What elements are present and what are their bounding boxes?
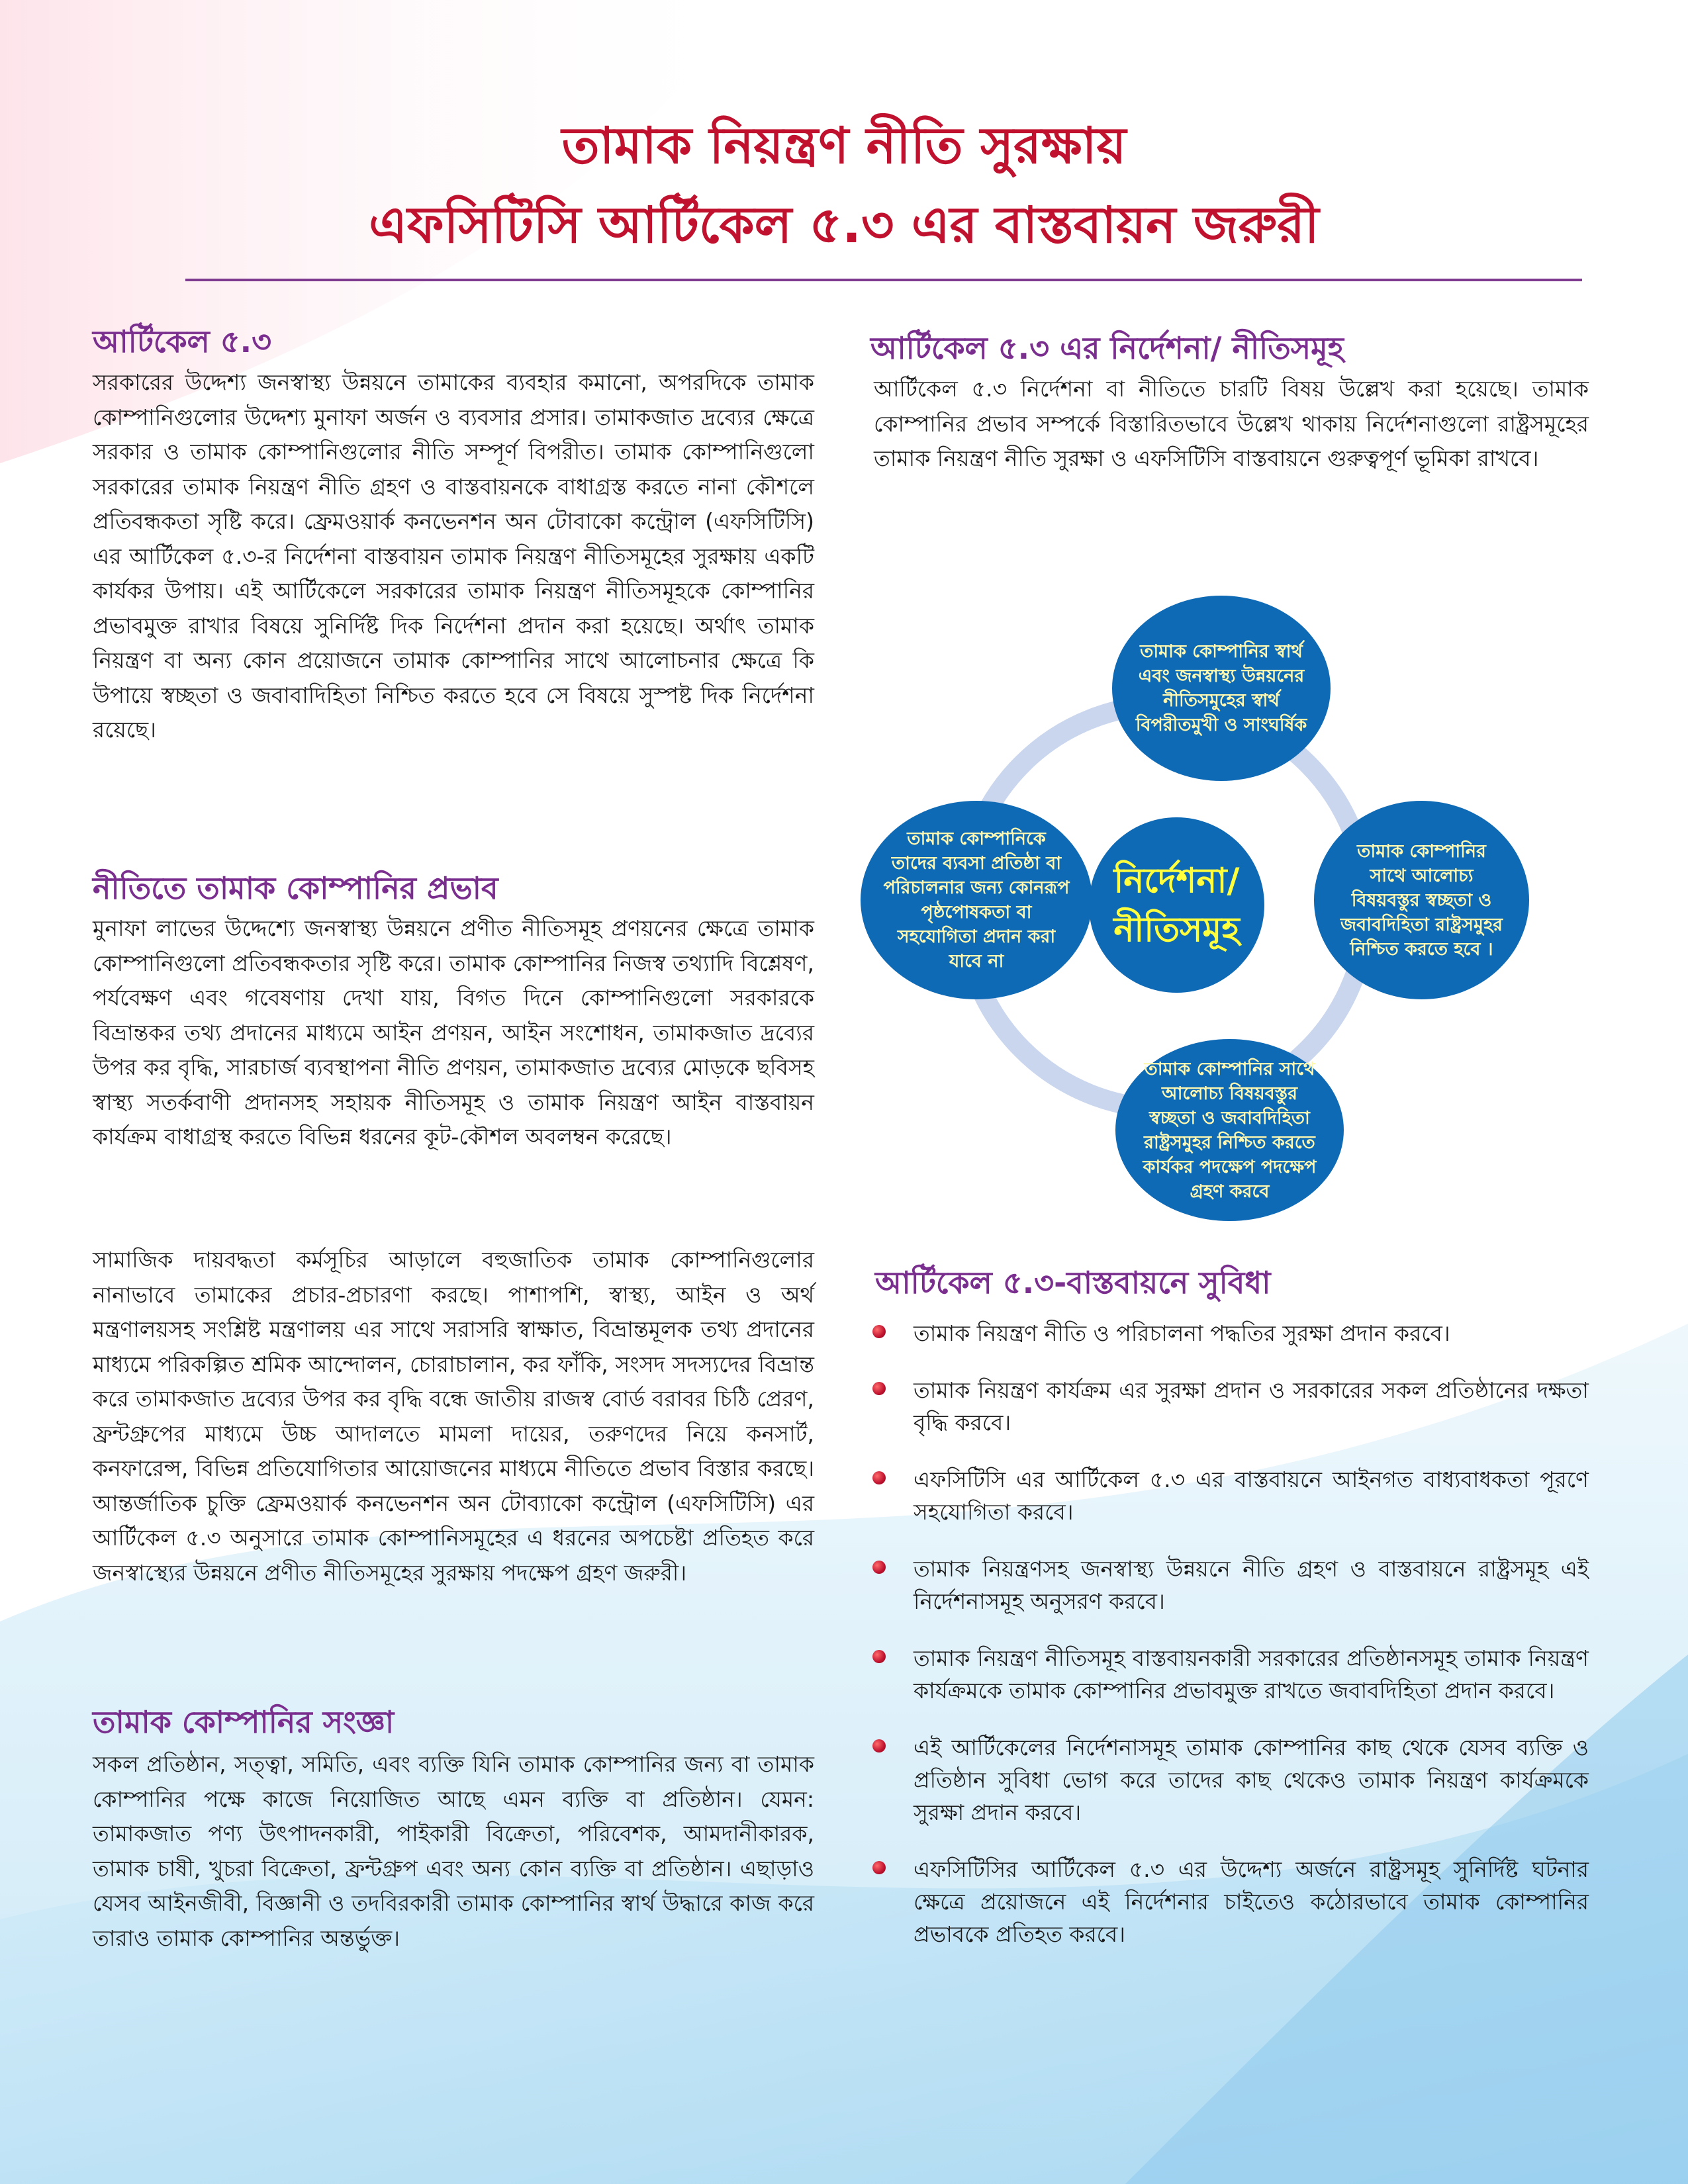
benefits-list <box>861 1317 1589 1975</box>
diagram-circle-right: তামাক কোম্পানির সাথে আলোচ্য বিষয়বস্তুর স্বচ্ছতা ও জবাবদিহিতা রাষ্ট্রসমুহর নিশ্চিত করতে হবে । <box>1314 801 1529 999</box>
list-item <box>861 1642 1589 1707</box>
paragraph-company-influence-1: মুনাফা লাভের উদ্দেশ্যে জনস্বাস্থ্য উন্নয়নে প্রণীত নীতিসমূহ প্রণয়নের ক্ষেত্রে তামাক কোম্পানিগুলো প্রতিবন্ধকতার সৃষ্টি করে। তামাক কোম্পানির নিজস্ব তথ্যাদি বিশ্লেষণ, পর্যবেক্ষণ এবং গবেষণায় দেখা যায়, বিগত দিনে কোম্পানিগুলো সরকারকে বিভ্রান্তকর তথ্য প্রদানের মাধ্যমে আইন প্রণয়ন, আইন সংশোধন, তামাকজাত দ্রব্যের উপর কর বৃদ্ধি, সারচার্জ ব্যবস্থাপনা নীতি প্রণয়ন, তামাকজাত দ্রব্যের মোড়কে ছবিসহ স্বাস্থ্য সতর্কবাণী প্রদানসহ সহায়ক নীতিসমূহ ও তামাক নিয়ন্ত্রণ আইন বাস্তবায়ন কার্যক্রম বাধাগ্রস্থ করতে বিভিন্ন ধরনের কূট-কৌশল অবলম্বন করেছে। <box>93 915 814 1150</box>
paragraph-article-5-3: সরকারের উদ্দেশ্য জনস্বাস্থ্য উন্নয়নে তামাকের ব্যবহার কমানো, অপরদিকে তামাক কোম্পানিগুলোর উদ্দেশ্য মুনাফা অর্জন ও ব্যবসার প্রসার। তামাকজাত দ্রব্যের ক্ষেত্রে সরকার ও তামাক কোম্পানিগুলোর নীতি সম্পূর্ণ বিপরীত। তামাক কোম্পানিগুলো সরকারের তামাক নিয়ন্ত্রণ নীতি গ্রহণ ও বাস্তবায়নকে বাধাগ্রস্ত করতে নানা কৌশলে প্রতিবন্ধকতা সৃষ্টি করে। ফ্রেমওয়ার্ক কনভেনশন অন টোবাকো কন্ট্রোল (এফসিটিসি) এর আর্টিকেল ৫.৩-র নির্দেশনা বাস্তবায়ন তামাক নিয়ন্ত্রণ নীতিসমূহের সুরক্ষায় একটি কার্যকর উপায়। এই আর্টিকেলে সরকারের তামাক নিয়ন্ত্রণ নীতিসমূহকে কোম্পানির প্রভাবমুক্ত রাখার বিষয়ে সুনির্দিষ্ট দিক নির্দেশনা প্রদান করা হয়েছে। অর্থাৎ তামাক নিয়ন্ত্রণ বা অন্য কোন প্রয়োজনে তামাক কোম্পানির সাথে আলোচনার ক্ষেত্রে কি উপায়ে স্বচ্ছতা ও জবাবাদিহিতা নিশ্চিত করতে হবে সে বিষয়ে সুস্পষ্ট দিক নির্দেশনা রয়েছে। <box>93 369 814 743</box>
diagram-circle-top: তামাক কোম্পানির স্বার্থ এবং জনস্বাস্থ্য উন্নয়নের নীতিসমুহের স্বার্থ বিপরীতমুখী ও সাংঘর্ষিক <box>1112 596 1331 781</box>
benefit-text: এই আর্টিকেলের নির্দেশনাসমূহ তামাক কোম্পানির কাছ থেকে যেসব ব্যক্তি ও প্রতিষ্ঠান সুবিধা ভোগ করে তাদের কাছ থেকেও তামাক নিয়ন্ত্রণ কার্যক্রমকে সুরক্ষা প্রদান করবে। <box>914 1735 1589 1825</box>
list-item <box>861 1731 1589 1829</box>
list-item <box>861 1463 1589 1528</box>
benefit-text: তামাক নিয়ন্ত্রণ নীতি ও পরিচালনা পদ্ধতির সুরক্ষা প্রদান করবে। <box>914 1320 1450 1346</box>
benefit-text: তামাক নিয়ন্ত্রণ কার্যক্রম এর সুরক্ষা প্রদান ও সরকারের সকল প্রতিষ্ঠানের দক্ষতা বৃদ্ধি করবে। <box>914 1377 1589 1435</box>
diagram-circle-left: তামাক কোম্পানিকে তাদের ব্যবসা প্রতিষ্ঠা বা পরিচালনার জন্য কোনরূপ পৃষ্ঠপোষকতা বা সহযোগিতা প্রদান করা যাবে না <box>861 801 1092 999</box>
diagram-circle-bottom: তামাক কোম্পানির সাথে আলোচ্য বিষয়বস্তুর স্বচ্ছতা ও জবাবদিহিতা রাষ্ট্রসমুহর নিশ্চিত করতে কার্যকর পদক্ষেপ পদক্ষেপ গ্রহণ করবে <box>1115 1039 1344 1221</box>
heading-guidelines: আর্টিকেল ৫.৩ এর নির্দেশনা/ নীতিসমূহ <box>870 330 1344 366</box>
heading-company-definition: তামাক কোম্পানির সংজ্ঞা <box>93 1704 395 1740</box>
diagram-circle-center: নির্দেশনা/ নীতিসমূহ <box>1089 817 1264 993</box>
bullet-icon <box>872 1382 886 1395</box>
list-item <box>861 1853 1589 1950</box>
benefit-text: এফসিটিসি এর আর্টিকেল ৫.৩ এর বাস্তবায়নে আইনগত বাধ্যবাধকতা পূরণে সহযোগিতা করবে। <box>914 1467 1589 1525</box>
heading-benefits: আর্টিকেল ৫.৩-বাস্তবায়নে সুবিধা <box>875 1265 1271 1300</box>
benefit-text: তামাক নিয়ন্ত্রণ নীতিসমূহ বাস্তবায়নকারী সরকারের প্রতিষ্ঠানসমূহ তামাক নিয়ন্ত্রণ কার্যক্রমকে তামাক কোম্পানির প্রভাবমুক্ত রাখতে জবাবদিহিতা প্রদান করবে। <box>914 1645 1589 1704</box>
benefit-text: এফসিটিসির আর্টিকেল ৫.৩ এর উদ্দেশ্য অর্জনে রাষ্ট্রসমূহ সুনির্দিষ্ট ঘটনার ক্ষেত্রে প্রয়োজনে এই নির্দেশনার চাইতেও কঠোরভাবে তামাক কোম্পানির প্রভাবকে প্রতিহত করবে। <box>914 1856 1589 1947</box>
paragraph-guidelines: আর্টিকেল ৫.৩ নির্দেশনা বা নীতিতে চারটি বিষয় উল্লেখ করা হয়েছে। তামাক কোম্পানির প্রভাব সম্পর্কে বিস্তারিতভাবে উল্লেখ থাকায় নির্দেশনাগুলো রাষ্ট্রসমূহের তামাক নিয়ন্ত্রণ নীতি সুরক্ষা ও এফসিটিসি বাস্তবায়নে গুরুত্বপূর্ণ ভূমিকা রাখবে। <box>874 376 1589 471</box>
title-divider <box>185 279 1582 281</box>
bullet-icon <box>872 1471 886 1484</box>
heading-company-influence: নীতিতে তামাক কোম্পানির প্রভাব <box>93 870 498 906</box>
benefit-text: তামাক নিয়ন্ত্রণসহ জনস্বাস্থ্য উন্নয়নে নীতি গ্রহণ ও বাস্তবায়নে রাষ্ট্রসমূহ এই নির্দেশনাসমূহ অনুসরণ করবে। <box>914 1556 1589 1614</box>
guidelines-diagram <box>861 582 1503 1231</box>
list-item <box>861 1553 1589 1617</box>
page-title-line-2: এফসিটিসি আর্টিকেল ৫.৩ এর বাস্তবায়ন জরুরী <box>369 195 1319 254</box>
heading-article-5-3: আর্টিকেল ৫.৩ <box>93 324 272 359</box>
paragraph-company-influence-2: সামাজিক দায়বদ্ধতা কর্মসূচির আড়ালে বহুজাতিক তামাক কোম্পানিগুলোর নানাভাবে তামাকের প্রচার-প্রচারণা করছে। পাশাপশি, স্বাস্থ্য, আইন ও অর্থ মন্ত্রণালয়সহ সংশ্লিষ্ট মন্ত্রণালয় এর সাথে সরাসরি স্বাক্ষাত, বিভ্রান্তমূলক তথ্য প্রদানের মাধ্যমে পরিকল্পিত শ্রমিক আন্দোলন, চোরাচালান, কর ফাঁকি, সংসদ সদস্যদের বিভ্রান্ত করে তামাকজাত দ্রব্যের উপর কর বৃদ্ধি বন্ধে জাতীয় রাজস্ব বোর্ড বরাবর চিঠি প্রেরণ, ফ্রন্টগ্রুপের মাধ্যমে উচ্চ আদালতে মামলা দায়ের, তরুণদের নিয়ে কনসার্ট, কনফারেন্স, বিভিন্ন প্রতিযোগিতার আয়োজনের মাধ্যমে নীতিতে প্রভাব বিস্তার করছে। আন্তর্জাতিক চুক্তি ফ্রেমওয়ার্ক কনভেনশন অন টোব্যাকো কন্ট্রোল (এফসিটিসি) এর আর্টিকেল ৫.৩ অনুসারে তামাক কোম্পানিসমূহের এ ধরনের অপচেষ্টা প্রতিহত করে জনস্বাস্থ্যের উন্নয়নে প্রণীত নীতিসমূহের সুরক্ষায় পদক্ষেপ গ্রহণ জরুরী। <box>93 1247 814 1586</box>
bullet-icon <box>872 1650 886 1663</box>
paragraph-company-definition: সকল প্রতিষ্ঠান, সত্ত্বা, সমিতি, এবং ব্যক্তি যিনি তামাক কোম্পানির জন্য বা তামাক কোম্পানির পক্ষে কাজে নিয়োজিত আছে এমন ব্যক্তি বা প্রতিষ্ঠান। যেমন: তামাকজাত পণ্য উৎপাদনকারী, পাইকারী বিক্রেতা, পরিবেশক, আমদানীকারক, তামাক চাষী, খুচরা বিক্রেতা, ফ্রন্টগ্রুপ এবং অন্য কোন ব্যক্তি বা প্রতিষ্ঠান। এছাড়াও যেসব আইনজীবী, বিজ্ঞানী ও তদবিরকারী তামাক কোম্পানির স্বার্থ উদ্ধারে কাজ করে তারাও তামাক কোম্পানির অন্তর্ভুক্ত। <box>93 1751 814 1951</box>
bullet-icon <box>872 1861 886 1874</box>
bullet-icon <box>872 1325 886 1338</box>
list-item <box>861 1374 1589 1439</box>
list-item <box>861 1317 1589 1349</box>
bullet-icon <box>872 1739 886 1752</box>
page-title-line-1: তামাক নিয়ন্ত্রণ নীতি সুরক্ষায় <box>561 116 1127 175</box>
bullet-icon <box>872 1561 886 1574</box>
